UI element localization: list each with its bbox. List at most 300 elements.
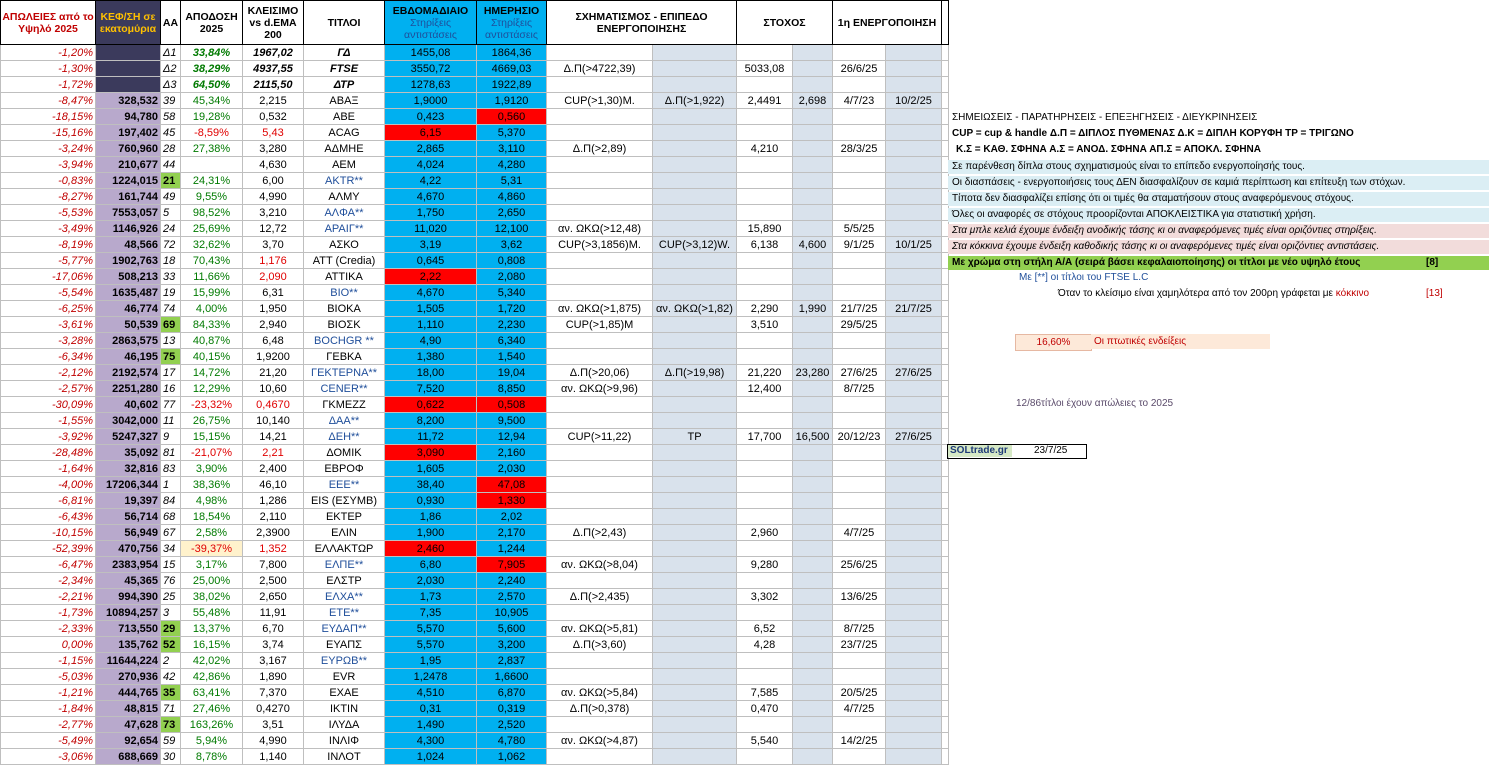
cell-target-2 — [793, 669, 833, 685]
cell-title: ΓΕΚΤΕΡΝΑ** — [304, 365, 385, 381]
cell-activation-2 — [886, 445, 942, 461]
cell-target: 5,540 — [737, 733, 793, 749]
cell-activation-2 — [886, 461, 942, 477]
cell-aa: 45 — [161, 125, 181, 141]
cell-pattern-2 — [653, 525, 737, 541]
cell-pattern-2 — [653, 541, 737, 557]
cell-loss: -3,28% — [1, 333, 96, 349]
cell-title: ΑΒΑΞ — [304, 93, 385, 109]
cell-daily: 12,100 — [477, 221, 547, 237]
cell-close: 5,43 — [243, 125, 304, 141]
cell-pattern-2: CUP(>3,12)W. — [653, 237, 737, 253]
cell-return: 163,26% — [181, 717, 243, 733]
cell-spacer — [942, 93, 949, 109]
brand-box — [947, 444, 1087, 459]
cell-activation — [833, 445, 886, 461]
table-row — [1, 749, 949, 765]
cell-target-2 — [793, 413, 833, 429]
cell-activation-2 — [886, 109, 942, 125]
cell-pattern — [547, 541, 653, 557]
header-cap: ΚΕΦ/ΣΗ σε εκατομύρια — [96, 1, 161, 45]
cell-activation-2 — [886, 669, 942, 685]
cell-aa: 72 — [161, 237, 181, 253]
cell-weekly: 11,72 — [385, 429, 477, 445]
cell-title: ΑΛΦΑ** — [304, 205, 385, 221]
ema-note-red: κόκκινο — [1335, 288, 1370, 299]
cell-return: -8,59% — [181, 125, 243, 141]
header-activation: 1η ΕΝΕΡΓΟΠΟΙΗΣΗ — [833, 1, 942, 45]
note-7-count: [8] — [1426, 257, 1439, 268]
cell-weekly: 2,865 — [385, 141, 477, 157]
cell-weekly: 1,86 — [385, 509, 477, 525]
cell-loss: -1,64% — [1, 461, 96, 477]
cell-title: ΕΛΛΑΚΤΩΡ — [304, 541, 385, 557]
cell-aa: 18 — [161, 253, 181, 269]
cell-aa: 42 — [161, 669, 181, 685]
cell-title: ΔΑΑ** — [304, 413, 385, 429]
note-5: Στα μπλε κελιά έχουμε ένδειξη ανοδικής τάσης κι οι αναφερόμενες τιμές είναι οριζόντιες στηρίξεις. — [948, 224, 1489, 238]
cell-return: 12,29% — [181, 381, 243, 397]
cell-spacer — [942, 701, 949, 717]
cell-activation — [833, 157, 886, 173]
cell-cap: 2383,954 — [96, 557, 161, 573]
cell-loss: -1,15% — [1, 653, 96, 669]
cell-daily: 1922,89 — [477, 77, 547, 93]
cell-cap: 92,654 — [96, 733, 161, 749]
cell-spacer — [942, 333, 949, 349]
cell-weekly: 1,110 — [385, 317, 477, 333]
cell-daily: 0,560 — [477, 109, 547, 125]
cell-close: 2,400 — [243, 461, 304, 477]
cell-loss: -2,33% — [1, 621, 96, 637]
cell-target-2 — [793, 269, 833, 285]
header-loss: ΑΠΩΛΕΙΕΣ από το Υψηλό 2025 — [1, 1, 96, 45]
cell-title: AKTR** — [304, 173, 385, 189]
cell-loss: -8,47% — [1, 93, 96, 109]
table-row — [1, 333, 949, 349]
cell-weekly: 3,19 — [385, 237, 477, 253]
cell-spacer — [942, 109, 949, 125]
cell-cap: 197,402 — [96, 125, 161, 141]
cell-spacer — [942, 525, 949, 541]
cell-target — [737, 605, 793, 621]
cell-daily: 2,570 — [477, 589, 547, 605]
cell-title: EIS (ΕΣΥΜΒ) — [304, 493, 385, 509]
cell-activation-2 — [886, 477, 942, 493]
cell-daily: 0,319 — [477, 701, 547, 717]
cell-cap: 56,949 — [96, 525, 161, 541]
cell-activation — [833, 109, 886, 125]
cell-daily: 19,04 — [477, 365, 547, 381]
cell-activation: 20/12/23 — [833, 429, 886, 445]
cell-target — [737, 157, 793, 173]
cell-pattern-2 — [653, 573, 737, 589]
cell-target-2 — [793, 573, 833, 589]
header-row — [1, 1, 949, 45]
cell-target — [737, 445, 793, 461]
cell-return: 9,55% — [181, 189, 243, 205]
cell-weekly: 1,505 — [385, 301, 477, 317]
cell-cap: 45,365 — [96, 573, 161, 589]
cell-pattern-2 — [653, 349, 737, 365]
cell-cap: 3042,000 — [96, 413, 161, 429]
cell-target-2 — [793, 637, 833, 653]
cell-loss: -5,03% — [1, 669, 96, 685]
cell-cap: 688,669 — [96, 749, 161, 765]
cell-weekly: 4,510 — [385, 685, 477, 701]
table-row — [1, 301, 949, 317]
cell-activation — [833, 573, 886, 589]
cell-target-2 — [793, 109, 833, 125]
cell-loss: -3,92% — [1, 429, 96, 445]
cell-pattern-2 — [653, 381, 737, 397]
header-close: ΚΛΕΙΣΙΜΟ vs d.EMA 200 — [243, 1, 304, 45]
cell-pattern: Δ.Π(>2,435) — [547, 589, 653, 605]
cell-spacer — [942, 685, 949, 701]
brand-date: 23/7/25 — [1034, 445, 1068, 456]
cell-daily: 1,720 — [477, 301, 547, 317]
cell-cap: 713,550 — [96, 621, 161, 637]
cell-target: 3,510 — [737, 317, 793, 333]
cell-activation-2: 10/2/25 — [886, 93, 942, 109]
cell-target-2 — [793, 733, 833, 749]
cell-target — [737, 717, 793, 733]
cell-target-2 — [793, 621, 833, 637]
cell-aa: 84 — [161, 493, 181, 509]
cell-target-2: 1,990 — [793, 301, 833, 317]
header-weekly-sub: Στηρίξεις αντιστάσεις — [404, 16, 457, 41]
cell-pattern — [547, 573, 653, 589]
cell-activation-2 — [886, 413, 942, 429]
cell-activation-2: 21/7/25 — [886, 301, 942, 317]
header-daily-sub: Στηρίξεις αντιστάσεις — [485, 16, 538, 41]
cell-weekly: 0,423 — [385, 109, 477, 125]
bearish-pct: 16,60% — [1015, 334, 1092, 351]
cell-activation: 9/1/25 — [833, 237, 886, 253]
cell-pattern-2 — [653, 493, 737, 509]
cell-target-2 — [793, 253, 833, 269]
cell-daily: 8,850 — [477, 381, 547, 397]
cell-spacer — [942, 605, 949, 621]
cell-aa: 44 — [161, 157, 181, 173]
cell-title: ΕΚΤΕΡ — [304, 509, 385, 525]
cell-target-2 — [793, 685, 833, 701]
table-row — [1, 109, 949, 125]
table-row — [1, 717, 949, 733]
cell-title: ΔΟΜΙΚ — [304, 445, 385, 461]
cell-title: FTSE — [304, 61, 385, 77]
cell-return: -23,32% — [181, 397, 243, 413]
cell-return: 38,36% — [181, 477, 243, 493]
cell-target — [737, 413, 793, 429]
cell-activation: 4/7/25 — [833, 701, 886, 717]
cell-activation-2 — [886, 717, 942, 733]
cell-spacer — [942, 653, 949, 669]
cell-daily: 2,240 — [477, 573, 547, 589]
cell-aa: 81 — [161, 445, 181, 461]
cell-daily: 2,02 — [477, 509, 547, 525]
losses-note: 12/86τίτλοι έχουν απώλειες το 2025 — [1016, 398, 1174, 409]
cell-activation: 5/5/25 — [833, 221, 886, 237]
table-row — [1, 317, 949, 333]
cell-activation — [833, 189, 886, 205]
cell-cap: 48,815 — [96, 701, 161, 717]
cell-activation: 28/3/25 — [833, 141, 886, 157]
cell-activation — [833, 605, 886, 621]
cell-daily: 3,110 — [477, 141, 547, 157]
cell-target-2: 2,698 — [793, 93, 833, 109]
cell-spacer — [942, 365, 949, 381]
cell-weekly: 8,200 — [385, 413, 477, 429]
cell-pattern — [547, 173, 653, 189]
cell-target-2 — [793, 173, 833, 189]
cell-weekly: 4,90 — [385, 333, 477, 349]
cell-cap: 40,602 — [96, 397, 161, 413]
cell-spacer — [942, 61, 949, 77]
cell-spacer — [942, 381, 949, 397]
ema-count: [13] — [1426, 288, 1443, 299]
cell-activation-2 — [886, 253, 942, 269]
cell-weekly: 1,9000 — [385, 93, 477, 109]
cell-weekly: 4,300 — [385, 733, 477, 749]
cell-daily: 6,870 — [477, 685, 547, 701]
cell-loss: -1,30% — [1, 61, 96, 77]
cell-return: 70,43% — [181, 253, 243, 269]
cell-pattern-2 — [653, 253, 737, 269]
cell-daily: 3,200 — [477, 637, 547, 653]
cell-activation — [833, 749, 886, 765]
cell-pattern-2 — [653, 589, 737, 605]
cell-weekly: 1278,63 — [385, 77, 477, 93]
cell-title: ΒΙΟ** — [304, 285, 385, 301]
cell-title: ΒΙΟΚΑ — [304, 301, 385, 317]
cell-target: 7,585 — [737, 685, 793, 701]
cell-activation — [833, 45, 886, 61]
cell-activation — [833, 653, 886, 669]
notes-title: ΣΗΜΕΙΩΣΕΙΣ - ΠΑΡΑΤΗΡΗΣΕΙΣ - ΕΠΕΞΗΓΗΣΕΙΣ - ΔΙΕΥΚΡΙΝΗΣΕΙΣ — [952, 112, 1258, 123]
cell-pattern: CUP(>3,1856)M. — [547, 237, 653, 253]
table-row — [1, 413, 949, 429]
cell-spacer — [942, 493, 949, 509]
cell-activation — [833, 669, 886, 685]
cell-loss: -8,19% — [1, 237, 96, 253]
cell-spacer — [942, 349, 949, 365]
table-row — [1, 605, 949, 621]
cell-loss: -6,81% — [1, 493, 96, 509]
cell-activation-2 — [886, 653, 942, 669]
cell-daily: 1864,36 — [477, 45, 547, 61]
table-row — [1, 157, 949, 173]
header-return: ΑΠΟΔΟΣΗ 2025 — [181, 1, 243, 45]
cell-return: 2,58% — [181, 525, 243, 541]
cell-cap: 1902,763 — [96, 253, 161, 269]
cell-close: 12,72 — [243, 221, 304, 237]
cell-pattern: Δ.Π(>20,06) — [547, 365, 653, 381]
cell-close: 0,4670 — [243, 397, 304, 413]
cell-return: 14,72% — [181, 365, 243, 381]
cell-pattern-2 — [653, 109, 737, 125]
cell-pattern — [547, 413, 653, 429]
cell-cap: 2251,280 — [96, 381, 161, 397]
ema-note-text: Όταν το κλείσιμο είναι χαμηλότερα από τον 200ρη γράφεται με — [1058, 288, 1334, 299]
cell-title: ΕΥΑΠΣ — [304, 637, 385, 653]
cell-aa: 52 — [161, 637, 181, 653]
cell-close: 21,20 — [243, 365, 304, 381]
cell-loss: -1,55% — [1, 413, 96, 429]
cell-target-2 — [793, 541, 833, 557]
cell-pattern-2: TP — [653, 429, 737, 445]
cell-spacer — [942, 637, 949, 653]
cell-aa: 29 — [161, 621, 181, 637]
cell-weekly: 1,900 — [385, 525, 477, 541]
ema-note — [1058, 288, 1369, 299]
cell-pattern-2 — [653, 397, 737, 413]
cell-loss: -3,94% — [1, 157, 96, 173]
ftse-note: Με [**] οι τίτλοι του FTSE L.C — [1019, 272, 1149, 283]
cell-cap: 1224,015 — [96, 173, 161, 189]
cell-aa: Δ3 — [161, 77, 181, 93]
cell-return: 24,31% — [181, 173, 243, 189]
cell-weekly: 4,670 — [385, 285, 477, 301]
cell-close: 4,990 — [243, 189, 304, 205]
cell-daily: 1,540 — [477, 349, 547, 365]
cell-title: ΑΤΤΙΚΑ — [304, 269, 385, 285]
cell-target-2 — [793, 125, 833, 141]
cell-daily: 1,6600 — [477, 669, 547, 685]
cell-activation — [833, 173, 886, 189]
cell-cap: 94,780 — [96, 109, 161, 125]
cell-return: 38,29% — [181, 61, 243, 77]
table-row — [1, 573, 949, 589]
cell-target-2 — [793, 141, 833, 157]
table-row — [1, 461, 949, 477]
cell-pattern-2 — [653, 333, 737, 349]
cell-pattern-2 — [653, 205, 737, 221]
cell-weekly: 0,622 — [385, 397, 477, 413]
cell-aa: 3 — [161, 605, 181, 621]
cell-daily: 1,9120 — [477, 93, 547, 109]
cell-loss: -3,24% — [1, 141, 96, 157]
cell-title: ACAG — [304, 125, 385, 141]
table-row — [1, 285, 949, 301]
cell-target-2 — [793, 285, 833, 301]
cell-activation: 29/5/25 — [833, 317, 886, 333]
cell-target-2 — [793, 749, 833, 765]
cell-cap: 270,936 — [96, 669, 161, 685]
cell-aa: Δ1 — [161, 45, 181, 61]
cell-close: 2,500 — [243, 573, 304, 589]
cell-loss: -52,39% — [1, 541, 96, 557]
cell-pattern — [547, 157, 653, 173]
cell-activation: 14/2/25 — [833, 733, 886, 749]
cell-weekly: 1455,08 — [385, 45, 477, 61]
cell-pattern: Δ.Π(>4722,39) — [547, 61, 653, 77]
cell-pattern-2 — [653, 637, 737, 653]
cell-cap — [96, 45, 161, 61]
cell-weekly: 1,605 — [385, 461, 477, 477]
cell-aa: 75 — [161, 349, 181, 365]
cell-return: 25,69% — [181, 221, 243, 237]
cell-loss: -17,06% — [1, 269, 96, 285]
cell-pattern — [547, 285, 653, 301]
cell-pattern-2 — [653, 461, 737, 477]
cell-title: ΑΡΑΙΓ** — [304, 221, 385, 237]
cell-pattern — [547, 477, 653, 493]
cell-daily: 2,230 — [477, 317, 547, 333]
cell-daily: 12,94 — [477, 429, 547, 445]
cell-close: 11,91 — [243, 605, 304, 621]
table-row — [1, 45, 949, 61]
cell-return: -21,07% — [181, 445, 243, 461]
cell-pattern — [547, 461, 653, 477]
cell-aa: 39 — [161, 93, 181, 109]
cell-pattern-2 — [653, 605, 737, 621]
cell-weekly: 1,2478 — [385, 669, 477, 685]
cell-aa: 13 — [161, 333, 181, 349]
cell-daily: 4,280 — [477, 157, 547, 173]
cell-cap: 7553,057 — [96, 205, 161, 221]
cell-target-2 — [793, 701, 833, 717]
cell-close: 0,4270 — [243, 701, 304, 717]
cell-return: 64,50% — [181, 77, 243, 93]
cell-return: 32,62% — [181, 237, 243, 253]
cell-target-2 — [793, 509, 833, 525]
cell-daily: 5,340 — [477, 285, 547, 301]
cell-pattern-2 — [653, 621, 737, 637]
cell-aa: 34 — [161, 541, 181, 557]
cell-loss: -5,53% — [1, 205, 96, 221]
cell-cap: 1146,926 — [96, 221, 161, 237]
cell-loss: -6,25% — [1, 301, 96, 317]
cell-pattern-2 — [653, 509, 737, 525]
cell-target-2 — [793, 589, 833, 605]
cell-close: 7,800 — [243, 557, 304, 573]
cell-target-2 — [793, 221, 833, 237]
cell-return: 38,02% — [181, 589, 243, 605]
table-row — [1, 61, 949, 77]
cell-pattern-2 — [653, 189, 737, 205]
cell-weekly: 2,22 — [385, 269, 477, 285]
cell-return: 27,38% — [181, 141, 243, 157]
cell-weekly: 1,024 — [385, 749, 477, 765]
cell-target — [737, 477, 793, 493]
cell-pattern: αν. ΩΚΩ(>9,96) — [547, 381, 653, 397]
cell-activation: 25/6/25 — [833, 557, 886, 573]
cell-close: 10,140 — [243, 413, 304, 429]
cell-pattern — [547, 205, 653, 221]
cell-activation-2 — [886, 173, 942, 189]
cell-spacer — [942, 477, 949, 493]
cell-cap: 5247,327 — [96, 429, 161, 445]
cell-pattern-2 — [653, 45, 737, 61]
cell-activation-2 — [886, 157, 942, 173]
table-row — [1, 509, 949, 525]
cell-loss: -5,54% — [1, 285, 96, 301]
header-weekly-label: ΕΒΔΟΜΑΔΙΑΙΟ — [392, 4, 469, 17]
cell-pattern-2: Δ.Π(>19,98) — [653, 365, 737, 381]
cell-spacer — [942, 125, 949, 141]
table-row — [1, 397, 949, 413]
cell-activation — [833, 349, 886, 365]
cell-activation-2 — [886, 269, 942, 285]
cell-aa: 24 — [161, 221, 181, 237]
cell-pattern — [547, 509, 653, 525]
cell-title: ΑΛΜΥ — [304, 189, 385, 205]
cell-loss: -15,16% — [1, 125, 96, 141]
table-row — [1, 445, 949, 461]
cell-target: 4,210 — [737, 141, 793, 157]
cell-close: 14,21 — [243, 429, 304, 445]
